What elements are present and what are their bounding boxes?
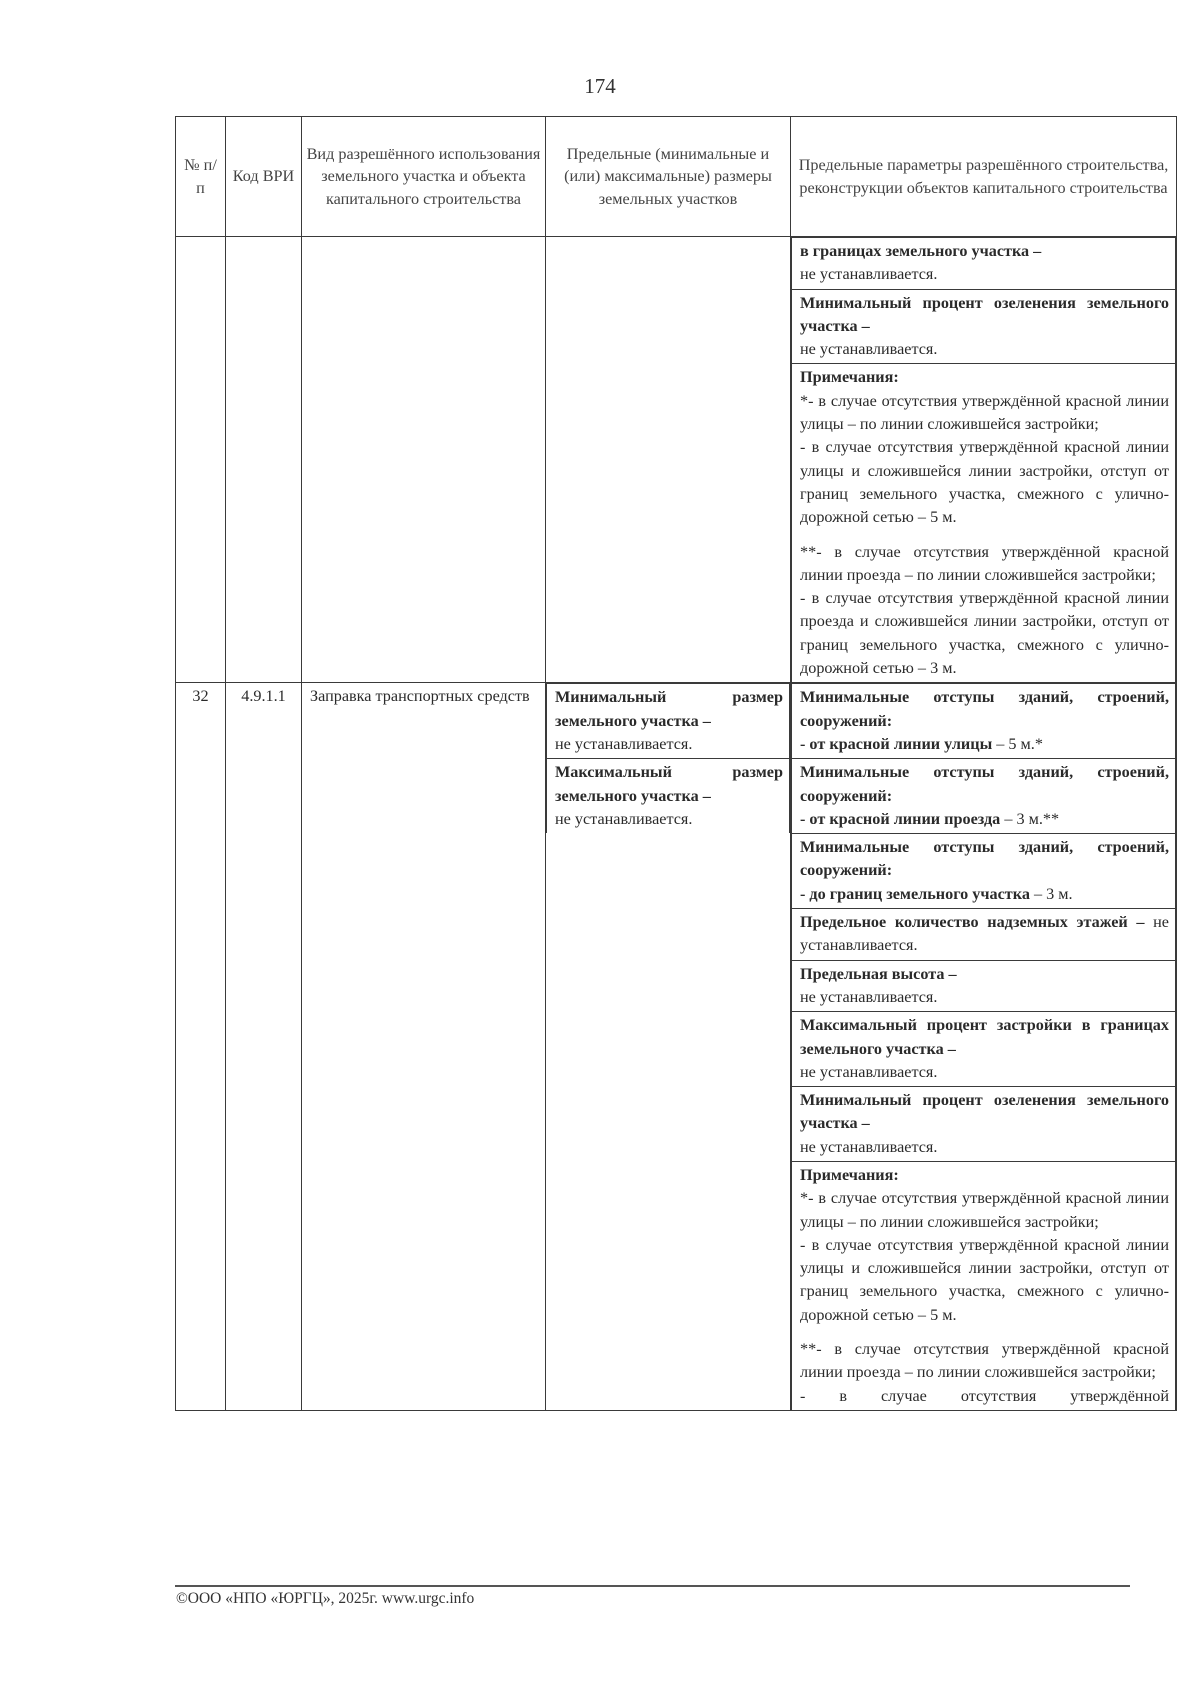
cell-params [791, 683, 1177, 1411]
sizes-subtable [546, 683, 790, 833]
note-item: **- в случае отсутствия утверждённой красной линии проезда – по линии сложившейся застройки; [800, 1340, 1169, 1382]
header-params: Предельные параметры разрешённого строительства, реконструкции объектов капитального строительства [791, 117, 1177, 237]
param-item [792, 1012, 1175, 1086]
cell-num-empty [176, 237, 226, 683]
size-item [547, 684, 789, 758]
footer-divider [175, 1585, 1130, 1587]
row-number: 32 [192, 687, 209, 706]
param-bold: Предельная высота – [800, 964, 957, 983]
param-bold: Предельное количество надземных этажей – [800, 913, 1145, 932]
table-row-continued [176, 237, 1177, 683]
note-item: - в случае отсутствия утверждённой красной линии улицы и сложившейся линии застройки, отступ от границ земельного участка, смежного с улично-дорожной сетью – 5 м. [800, 438, 1169, 527]
param-value: не устанавливается. [800, 265, 938, 284]
param-value: – 3 м.** [1000, 809, 1060, 828]
param-item [792, 238, 1175, 289]
page-number: 174 [584, 74, 616, 98]
param-bold: - до границ земельного участка [800, 884, 1030, 903]
param-bold: Максимальный процент застройки в границах земельного участка – [800, 1016, 1169, 1058]
param-bold: Минимальные отступы зданий, строений, сооружений: [800, 838, 1169, 880]
param-value: не устанавливается. [800, 340, 938, 359]
param-bold: - от красной линии проезда [800, 809, 1001, 828]
params-subtable [791, 683, 1176, 1410]
param-bold: Минимальный процент озеленения земельного участка – [800, 293, 1169, 335]
param-item [792, 684, 1175, 758]
size-value: не устанавливается. [555, 809, 693, 828]
row-type: Заправка транспортных средств [310, 687, 530, 706]
header-type: Вид разрешённого использования земельного участка и объекта капитального строительства [302, 117, 546, 237]
note-item: - в случае отсутствия утверждённой [800, 1386, 1169, 1405]
note-item: *- в случае отсутствия утверждённой красной линии улицы – по линии сложившейся застройки; [800, 391, 1169, 434]
param-item [792, 961, 1175, 1012]
notes-title: Примечания: [800, 1165, 899, 1184]
param-value: не устанавливается. [800, 913, 1169, 955]
param-item [792, 1087, 1175, 1161]
params-subtable [791, 237, 1176, 682]
param-item [792, 834, 1175, 908]
param-item [792, 290, 1175, 364]
note-item: - в случае отсутствия утверждённой красной линии проезда и сложившейся линии застройки, отступ от границ земельного участка, смежного с улично-дорожной сетью – 3 м. [800, 589, 1169, 678]
note-item: *- в случае отсутствия утверждённой красной линии улицы – по линии сложившейся застройки; [800, 1189, 1169, 1231]
param-bold: Минимальные отступы зданий, строений, сооружений: [800, 688, 1169, 730]
cell-num [176, 683, 226, 1411]
header-code: Код ВРИ [226, 117, 302, 237]
header-num: № п/п [176, 117, 226, 237]
notes-title: Примечания: [800, 368, 899, 387]
param-item [792, 759, 1175, 833]
cell-code [226, 683, 302, 1411]
param-value: – 5 м.* [992, 734, 1043, 753]
row-code: 4.9.1.1 [241, 687, 286, 706]
cell-type [302, 683, 546, 1411]
param-bold: - от красной линии улицы [800, 734, 993, 753]
param-bold: Минимальные отступы зданий, строений, сооружений: [800, 763, 1169, 805]
size-value: не устанавливается. [555, 734, 693, 753]
size-item [547, 759, 789, 833]
notes-block [792, 364, 1175, 682]
size-bold: Минимальный размер земельного участка – [555, 688, 783, 730]
size-bold: Максимальный размер земельного участка – [555, 763, 783, 805]
param-value: – 3 м. [1029, 884, 1073, 903]
footer-copyright: ©ООО «НПО «ЮРГЦ», 2025г. www.urgc.info [176, 1590, 475, 1607]
cell-sizes [546, 683, 791, 1411]
note-item: - в случае отсутствия утверждённой красной линии улицы и сложившейся линии застройки, отступ от границ земельного участка, смежного с улично-дорожной сетью – 5 м. [800, 1235, 1169, 1324]
param-item [792, 909, 1175, 960]
notes-block [792, 1162, 1175, 1410]
header-sizes: Предельные (минимальные и (или) максимальные) размеры земельных участков [546, 117, 791, 237]
land-use-table [175, 116, 1177, 1411]
cell-params-continued [791, 237, 1177, 683]
table-row-32 [176, 683, 1177, 1411]
param-value: не устанавливается. [800, 987, 938, 1006]
note-item: **- в случае отсутствия утверждённой красной линии проезда – по линии сложившейся застройки; [800, 542, 1169, 584]
cell-type-empty [302, 237, 546, 683]
cell-code-empty [226, 237, 302, 683]
param-bold: Минимальный процент озеленения земельного участка – [800, 1091, 1169, 1133]
cell-sizes-empty [546, 237, 791, 683]
param-value: не устанавливается. [800, 1062, 938, 1081]
param-value: не устанавливается. [800, 1137, 938, 1156]
table-header-row [176, 117, 1177, 237]
param-bold: в границах земельного участка – [800, 242, 1042, 260]
